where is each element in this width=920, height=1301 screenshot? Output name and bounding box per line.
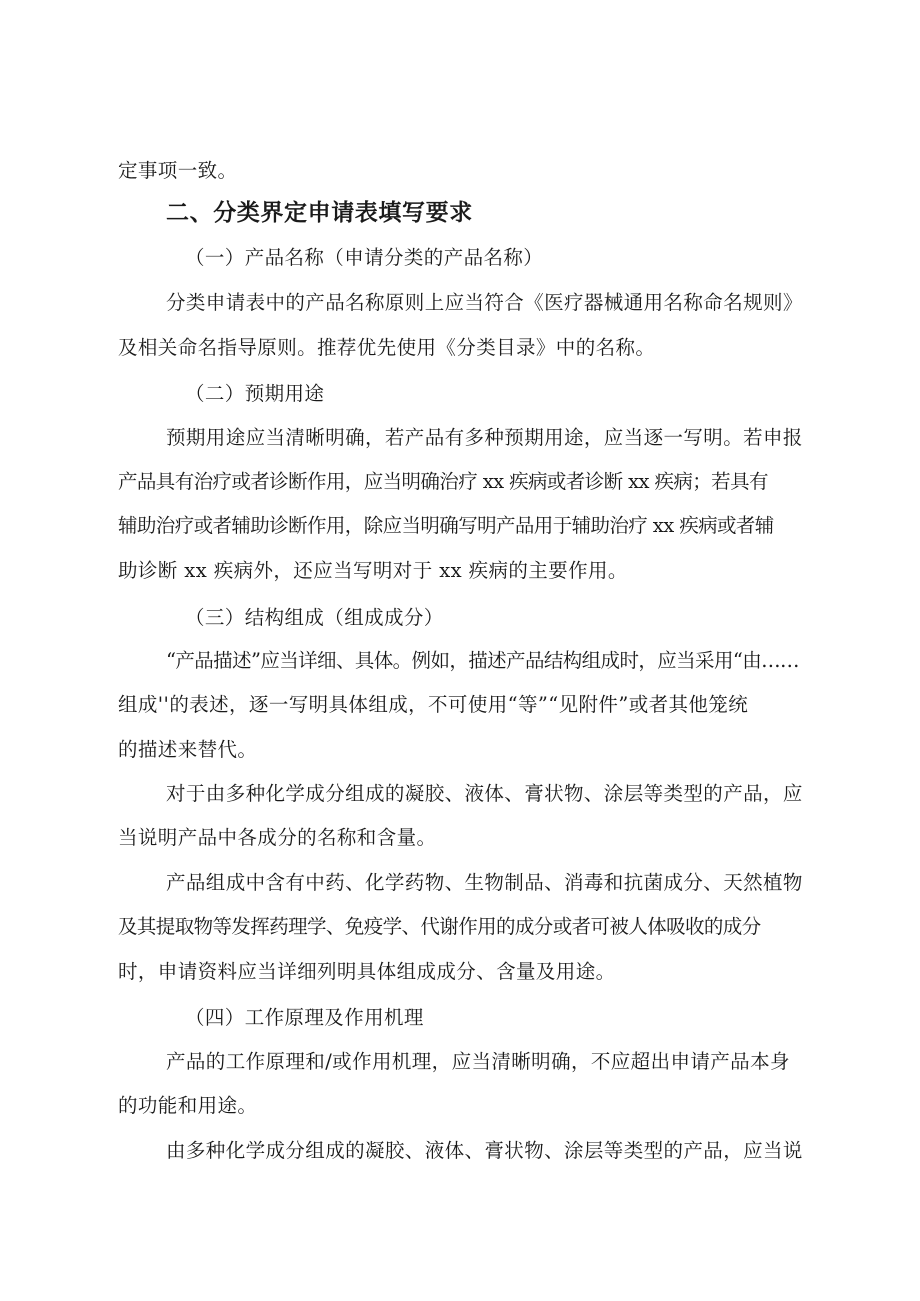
paragraph-line: 产品组成中含有中药、化学药物、生物制品、消毒和抗菌成分、天然植物 bbox=[166, 871, 803, 894]
paragraph-line: 辅助治疗或者辅助诊断作用，除应当明确写明产品用于辅助治疗 xx 疾病或者辅 bbox=[118, 514, 774, 537]
paragraph-line: 助诊断 xx 疾病外，还应当写明对于 xx 疾病的主要作用。 bbox=[118, 559, 628, 582]
paragraph-line: 产品的工作原理和/或作用机理，应当清晰明确，不应超出申请产品本身 bbox=[166, 1050, 790, 1073]
paragraph-line: 由多种化学成分组成的凝胶、液体、膏状物、涂层等类型的产品，应当说 bbox=[166, 1139, 803, 1162]
section-heading: 二、分类界定申请表填写要求 bbox=[166, 200, 473, 226]
paragraph-line: 定事项一致。 bbox=[118, 159, 238, 182]
subsection-heading: （一）产品名称（申请分类的产品名称） bbox=[185, 246, 544, 269]
paragraph-line: 及其提取物等发挥药理学、免疫学、代谢作用的成分或者可被人体吸收的成分 bbox=[118, 915, 761, 938]
paragraph-line: 产品具有治疗或者诊断作用，应当明确治疗 xx 疾病或者诊断 xx 疾病；若具有 bbox=[118, 470, 768, 493]
paragraph-line: 分类申请表中的产品名称原则上应当符合《医疗器械通用名称命名规则》 bbox=[166, 291, 803, 314]
subsection-heading: （二）预期用途 bbox=[185, 382, 325, 405]
paragraph-line: 及相关命名指导原则。推荐优先使用《分类目录》中的名称。 bbox=[118, 336, 656, 359]
paragraph-line: 组成''的表述，逐一写明具体组成，不可使用“等”“见附件”或者其他笼统 bbox=[118, 693, 749, 716]
paragraph-line: 时，申请资料应当详细列明具体组成成分、含量及用途。 bbox=[118, 960, 616, 983]
paragraph-line: 当说明产品中各成分的名称和含量。 bbox=[118, 826, 437, 849]
paragraph-line: 预期用途应当清晰明确，若产品有多种预期用途，应当逐一写明。若申报 bbox=[166, 426, 803, 449]
paragraph-line: 对于由多种化学成分组成的凝胶、液体、膏状物、涂层等类型的产品，应 bbox=[166, 782, 803, 805]
subsection-heading: （三）结构组成（组成成分） bbox=[185, 606, 444, 629]
paragraph-line: “产品描述”应当详细、具体。例如，描述产品结构组成时，应当采用“由…… bbox=[166, 649, 799, 672]
paragraph-line: 的描述来替代。 bbox=[118, 738, 258, 761]
subsection-heading: （四）工作原理及作用机理 bbox=[185, 1006, 424, 1029]
paragraph-line: 的功能和用途。 bbox=[118, 1094, 258, 1117]
